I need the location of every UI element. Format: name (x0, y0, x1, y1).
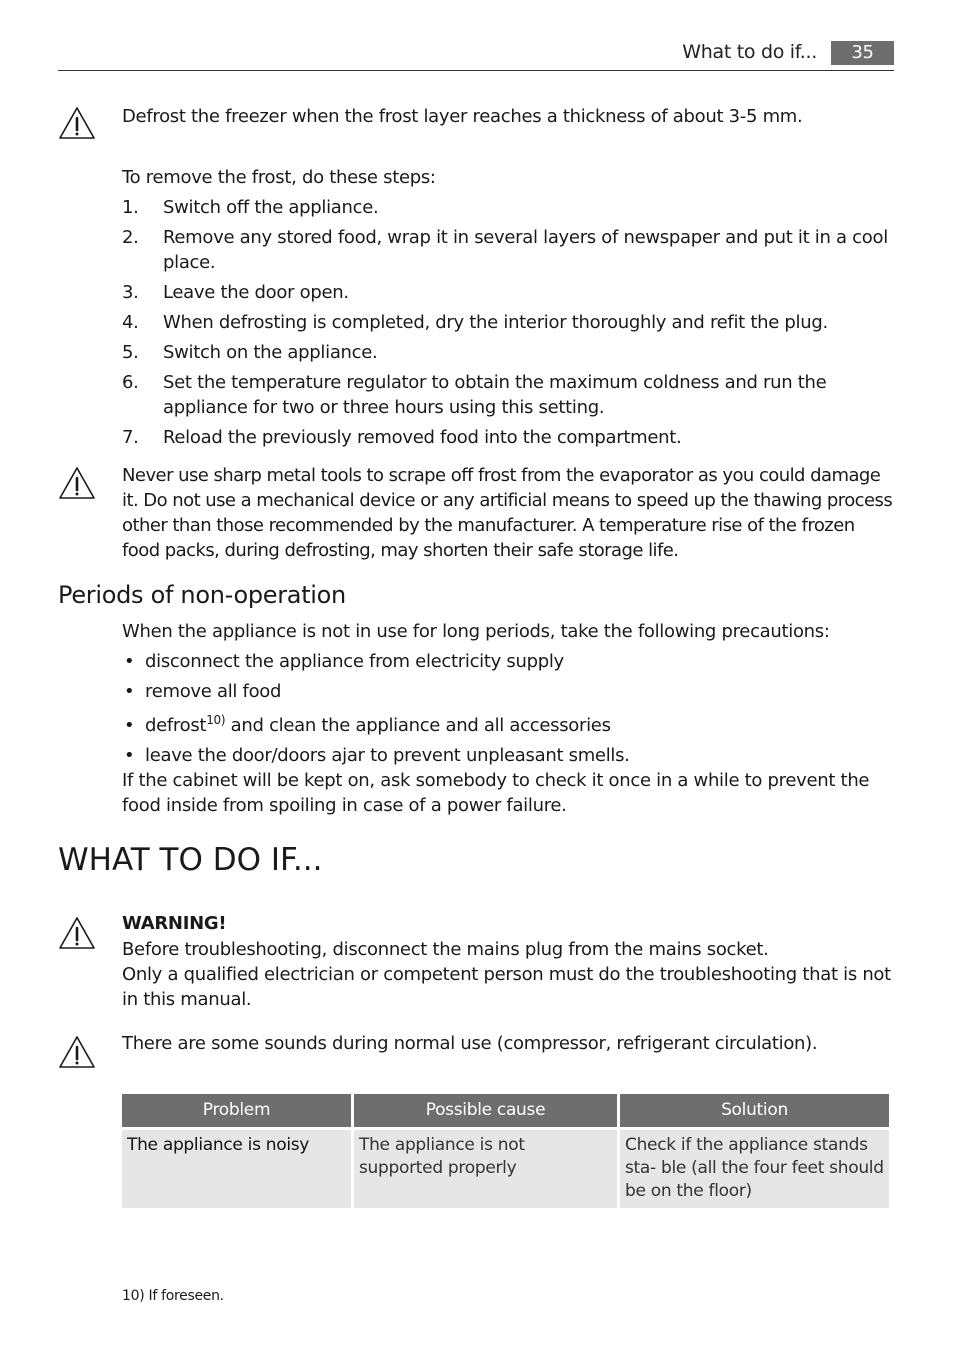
step-number: 3. (122, 282, 139, 303)
step-number: 2. (122, 227, 139, 248)
footnote: 10) If foreseen. (122, 1288, 224, 1304)
section-heading-what-to-do-if: WHAT TO DO IF... (58, 842, 323, 878)
column-header-solution: Solution (620, 1094, 889, 1130)
warning-text-line: Before troubleshooting, disconnect the mains plug from the mains socket. (122, 939, 769, 960)
footnote-reference[interactable]: 10) (206, 713, 226, 727)
bullet-icon: • (124, 745, 135, 766)
step-number: 5. (122, 342, 139, 363)
section-heading-non-operation: Periods of non-operation (58, 581, 346, 609)
step-text: Leave the door open. (163, 282, 349, 303)
step-text: When defrosting is completed, dry the interior thoroughly and refit the plug. (163, 312, 828, 333)
non-operation-note: If the cabinet will be kept on, ask somebody to check it once in a while to prevent the food inside from spoiling in case of a power failure. (122, 770, 870, 816)
step-number: 4. (122, 312, 139, 333)
table-header-row (122, 1094, 889, 1130)
column-header-possible-cause: Possible cause (354, 1094, 617, 1130)
bullet-text-part: defrost (145, 715, 207, 736)
table-cell-problem: The appliance is noisy (122, 1130, 351, 1208)
warning-triangle-icon (58, 106, 96, 140)
page-number: 35 (831, 41, 894, 65)
sharp-tools-warning-text: Never use sharp metal tools to scrape off frost from the evaporator as you could damage it. Do not use a mechanical device or any artificial means to speed up the thawing process other than those recommended by the manufacturer. A temperature rise of the frozen food packs, during defrosting, may shorten their safe storage life. (122, 465, 893, 561)
step-number: 6. (122, 372, 139, 393)
steps-intro: To remove the frost, do these steps: (122, 167, 436, 188)
step-text: Remove any stored food, wrap it in several layers of newspaper and put it in a cool place. (163, 227, 888, 273)
bullet-icon: • (124, 681, 135, 702)
table-cell-solution: Check if the appliance stands sta- ble (all the four feet should be on the floor) (620, 1130, 889, 1208)
step-text: Set the temperature regulator to obtain the maximum coldness and run the appliance for two or three hours using this setting. (163, 372, 827, 418)
troubleshooting-table (119, 1094, 892, 1208)
table-cell-cause: The appliance is not supported properly (354, 1130, 617, 1208)
step-text: Reload the previously removed food into the compartment. (163, 427, 682, 448)
warning-text-line: Only a qualified electrician or competent person must do the troubleshooting that is not in this manual. (122, 964, 891, 1010)
bullet-text: leave the door/doors ajar to prevent unpleasant smells. (145, 745, 630, 766)
table-row (122, 1130, 889, 1208)
column-header-problem: Problem (122, 1094, 351, 1130)
sounds-note: There are some sounds during normal use (compressor, refrigerant circulation). (122, 1033, 818, 1054)
warning-triangle-icon (58, 916, 96, 950)
step-text: Switch off the appliance. (163, 197, 379, 218)
bullet-icon: • (124, 651, 135, 672)
step-number: 1. (122, 197, 139, 218)
defrost-warning-text: Defrost the freezer when the frost layer reaches a thickness of about 3-5 mm. (122, 106, 803, 127)
warning-triangle-icon (58, 466, 96, 500)
bullet-text-part: and clean the appliance and all accessories (225, 715, 611, 736)
non-operation-intro: When the appliance is not in use for long periods, take the following precautions: (122, 621, 830, 642)
header-divider (58, 70, 894, 71)
bullet-icon: • (124, 715, 135, 736)
bullet-text: remove all food (145, 681, 282, 702)
bullet-text (145, 713, 611, 738)
warning-title: WARNING! (122, 913, 227, 934)
warning-triangle-icon (58, 1035, 96, 1069)
step-number: 7. (122, 427, 139, 448)
bullet-text: disconnect the appliance from electricity supply (145, 651, 564, 672)
running-header-title: What to do if... (682, 41, 817, 63)
step-text: Switch on the appliance. (163, 342, 378, 363)
